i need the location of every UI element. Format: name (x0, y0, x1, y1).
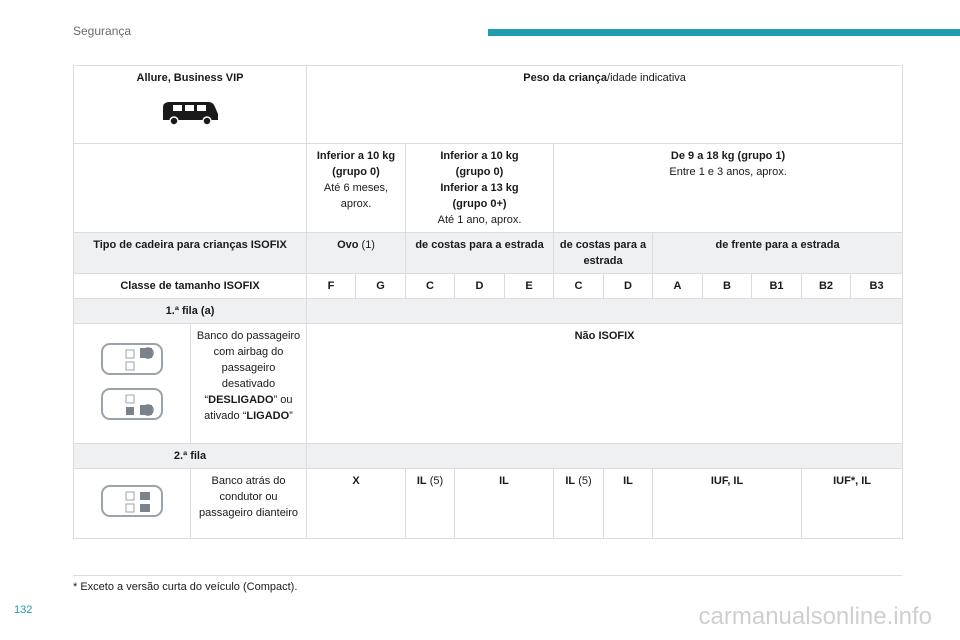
row2-value: IL (5) (554, 469, 604, 539)
group-1-cell: De 9 a 18 kg (grupo 1) Entre 1 e 3 anos, aprox. (554, 144, 903, 233)
size-class-cell: F (307, 274, 356, 299)
van-icon (159, 98, 221, 128)
size-class-cell: D (455, 274, 505, 299)
size-class-cell: B2 (802, 274, 851, 299)
row2-label: 2.ª fila (74, 444, 307, 469)
row2-value: X (307, 469, 406, 539)
size-class-cell: B1 (752, 274, 802, 299)
footnote: * Exceto a versão curta do veículo (Compact). (73, 581, 298, 593)
isofix-table (73, 65, 903, 539)
seat-type-label: Tipo de cadeira para crianças ISOFIX (74, 233, 307, 274)
row2-seat-description: Banco atrás do condutor ou passageiro dianteiro (191, 469, 307, 539)
size-class-row (74, 274, 903, 299)
seat-type-rear-1: de costas para a estrada (406, 233, 554, 274)
watermark: carmanualsonline.info (698, 603, 932, 630)
size-class-cell: E (505, 274, 554, 299)
row2-value: IL (5) (406, 469, 455, 539)
section-title: Segurança (73, 24, 132, 38)
row2-value: IL (604, 469, 653, 539)
seat-type-front: de frente para a estrada (653, 233, 903, 274)
seat-type-rear-2: de costas para a estrada (554, 233, 653, 274)
group-0-cell: Inferior a 10 kg (grupo 0) Até 6 meses, aprox. (307, 144, 406, 233)
row1-seat-description: Banco do passageiro com airbag do passageiro desativado “DESLIGADO” ou ativado “LIGADO” (191, 324, 307, 444)
row2-value: IUF, IL (653, 469, 802, 539)
size-class-cell: G (356, 274, 406, 299)
page-number: 132 (14, 604, 33, 616)
seat-type-ovo: Ovo (1) (307, 233, 406, 274)
size-class-cell: B3 (851, 274, 903, 299)
front-seat-top-view-icon (100, 342, 164, 376)
vehicle-title-cell (74, 66, 307, 144)
row1-seat-icons (74, 324, 191, 444)
row2-value: IUF*, IL (802, 469, 903, 539)
size-class-cell: C (554, 274, 604, 299)
size-class-cell: B (703, 274, 752, 299)
footnote-divider (73, 575, 902, 576)
row1-value: Não ISOFIX (307, 324, 903, 444)
row1-label: 1.ª fila (a) (74, 299, 307, 324)
rear-seat-top-view-icon (100, 484, 164, 518)
size-class-cell: A (653, 274, 703, 299)
group-0plus-cell: Inferior a 10 kg (grupo 0) Inferior a 13 kg (grupo 0+) Até 1 ano, aprox. (406, 144, 554, 233)
row2-seat-icon-cell (74, 469, 191, 539)
child-weight-header: Peso da criança/idade indicativa (307, 66, 903, 144)
accent-bar (488, 29, 960, 36)
row2-value: IL (455, 469, 554, 539)
size-class-cell: D (604, 274, 653, 299)
size-class-label: Classe de tamanho ISOFIX (74, 274, 307, 299)
front-seat-top-view-icon (100, 387, 164, 421)
size-class-cell: C (406, 274, 455, 299)
vehicle-title: Allure, Business VIP (136, 72, 244, 84)
